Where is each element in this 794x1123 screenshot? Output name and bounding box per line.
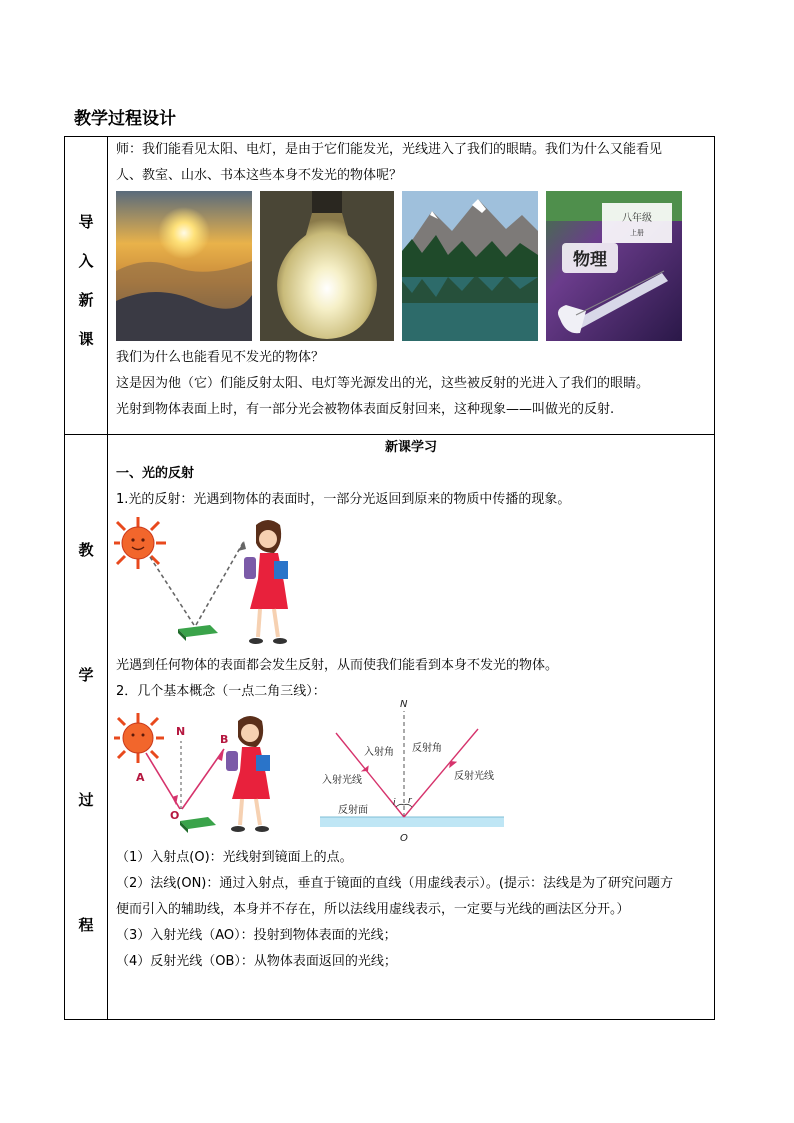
label-b: B <box>220 733 229 746</box>
subheading: 一、光的反射 <box>116 466 195 481</box>
light-bulb-photo <box>260 191 394 341</box>
lesson-table <box>64 136 715 1020</box>
mountain-lake-photo <box>402 191 538 341</box>
label-reflected-ray: 反射光线 <box>454 771 494 782</box>
concept-figures <box>108 699 714 845</box>
sun-icon <box>114 713 164 763</box>
reflection-illustration <box>114 513 314 653</box>
ray-ob <box>182 749 224 809</box>
incident-ray <box>150 557 194 625</box>
label-incident-ray: 入射光线 <box>322 775 362 786</box>
concept-item: （2）法线(ON)：通过入射点，垂直于镜面的直线（用虚线表示）。(提示：法线是为了研究问题方 <box>116 876 673 891</box>
side-char: 过 <box>78 791 94 809</box>
intro-answer: 这是因为他（它）们能反射太阳、电灯等光源发出的光，这些被反射的光进入了我们的眼睛。 <box>116 376 650 391</box>
side-char: 导 <box>78 213 94 231</box>
side-char: 学 <box>78 666 94 684</box>
intro-line: 人、教室、山水、书本这些本身不发光的物体呢？ <box>116 168 403 183</box>
label-incident-angle: 入射角 <box>364 747 394 758</box>
girl-icon <box>244 520 288 644</box>
intro-line: 师：我们能看见太阳、电灯，是由于它们能发光，光线进入了我们的眼睛。我们为什么又能看见 <box>116 142 663 157</box>
book-volume: 上册 <box>630 229 644 237</box>
book-title: 物理 <box>573 250 607 270</box>
physics-textbook-cover <box>546 191 682 341</box>
section-header: 新课学习 <box>384 440 437 455</box>
concept-item: 便而引入的辅助线，本身并不存在，所以法线用虚线表示，一定要与光线的画法区分开。） <box>116 902 630 917</box>
intro-image-row <box>108 189 714 345</box>
concept-item: （1）入射点(O)：光线射到镜面上的点。 <box>116 850 353 865</box>
concepts-heading: 2．几个基本概念（一点二角三线）： <box>116 684 326 699</box>
label-a: A <box>136 771 145 784</box>
side-char: 程 <box>78 916 94 934</box>
section-process-row <box>65 435 715 1020</box>
section-intro-content <box>108 137 715 435</box>
reflected-ray <box>196 541 244 625</box>
reflection-definition: 1.光的反射：光遇到物体的表面时，一部分光返回到原来的物质中传播的现象。 <box>116 492 571 507</box>
book-grade: 八年级 <box>622 213 652 224</box>
section-intro-label-cell <box>65 137 108 435</box>
concept-item: （4）反射光线（OB）：从物体表面返回的光线； <box>116 954 397 969</box>
label-o: O <box>170 809 180 822</box>
reflection-diagram <box>308 695 508 845</box>
side-char: 新 <box>78 291 94 309</box>
side-char: 教 <box>78 541 94 559</box>
girl-icon <box>226 716 270 832</box>
label-o: O <box>400 833 408 844</box>
book-icon <box>180 817 216 833</box>
section-intro-label <box>65 137 107 349</box>
side-char: 入 <box>78 252 94 270</box>
section-intro-row <box>65 137 715 435</box>
book-icon <box>178 625 218 641</box>
sun-icon <box>114 517 166 569</box>
label-reflect-angle: 反射角 <box>412 743 442 754</box>
section-process-label <box>65 435 107 935</box>
section-process-label-cell <box>65 435 108 1020</box>
intro-definition: 光射到物体表面上时，有一部分光会被物体表面反射回来，这种现象——叫做光的反射. <box>116 402 615 417</box>
reflection-statement: 光遇到任何物体的表面都会发生反射，从而使我们能看到本身不发光的物体。 <box>116 658 559 673</box>
sunrise-photo <box>116 191 252 341</box>
page-title: 教学过程设计 <box>74 109 176 129</box>
label-surface: 反射面 <box>338 805 368 816</box>
labeled-reflection-illustration <box>114 711 304 841</box>
label-r: r <box>408 796 412 806</box>
label-i: i <box>393 798 396 808</box>
intro-question: 我们为什么也能看见不发光的物体？ <box>116 350 325 365</box>
reflecting-surface <box>320 817 504 827</box>
concept-item: （3）入射光线（AO）：投射到物体表面的光线； <box>116 928 397 943</box>
label-normal: N <box>400 699 408 710</box>
side-char: 课 <box>78 330 94 348</box>
label-n: N <box>176 725 186 738</box>
section-process-content <box>108 435 715 1020</box>
